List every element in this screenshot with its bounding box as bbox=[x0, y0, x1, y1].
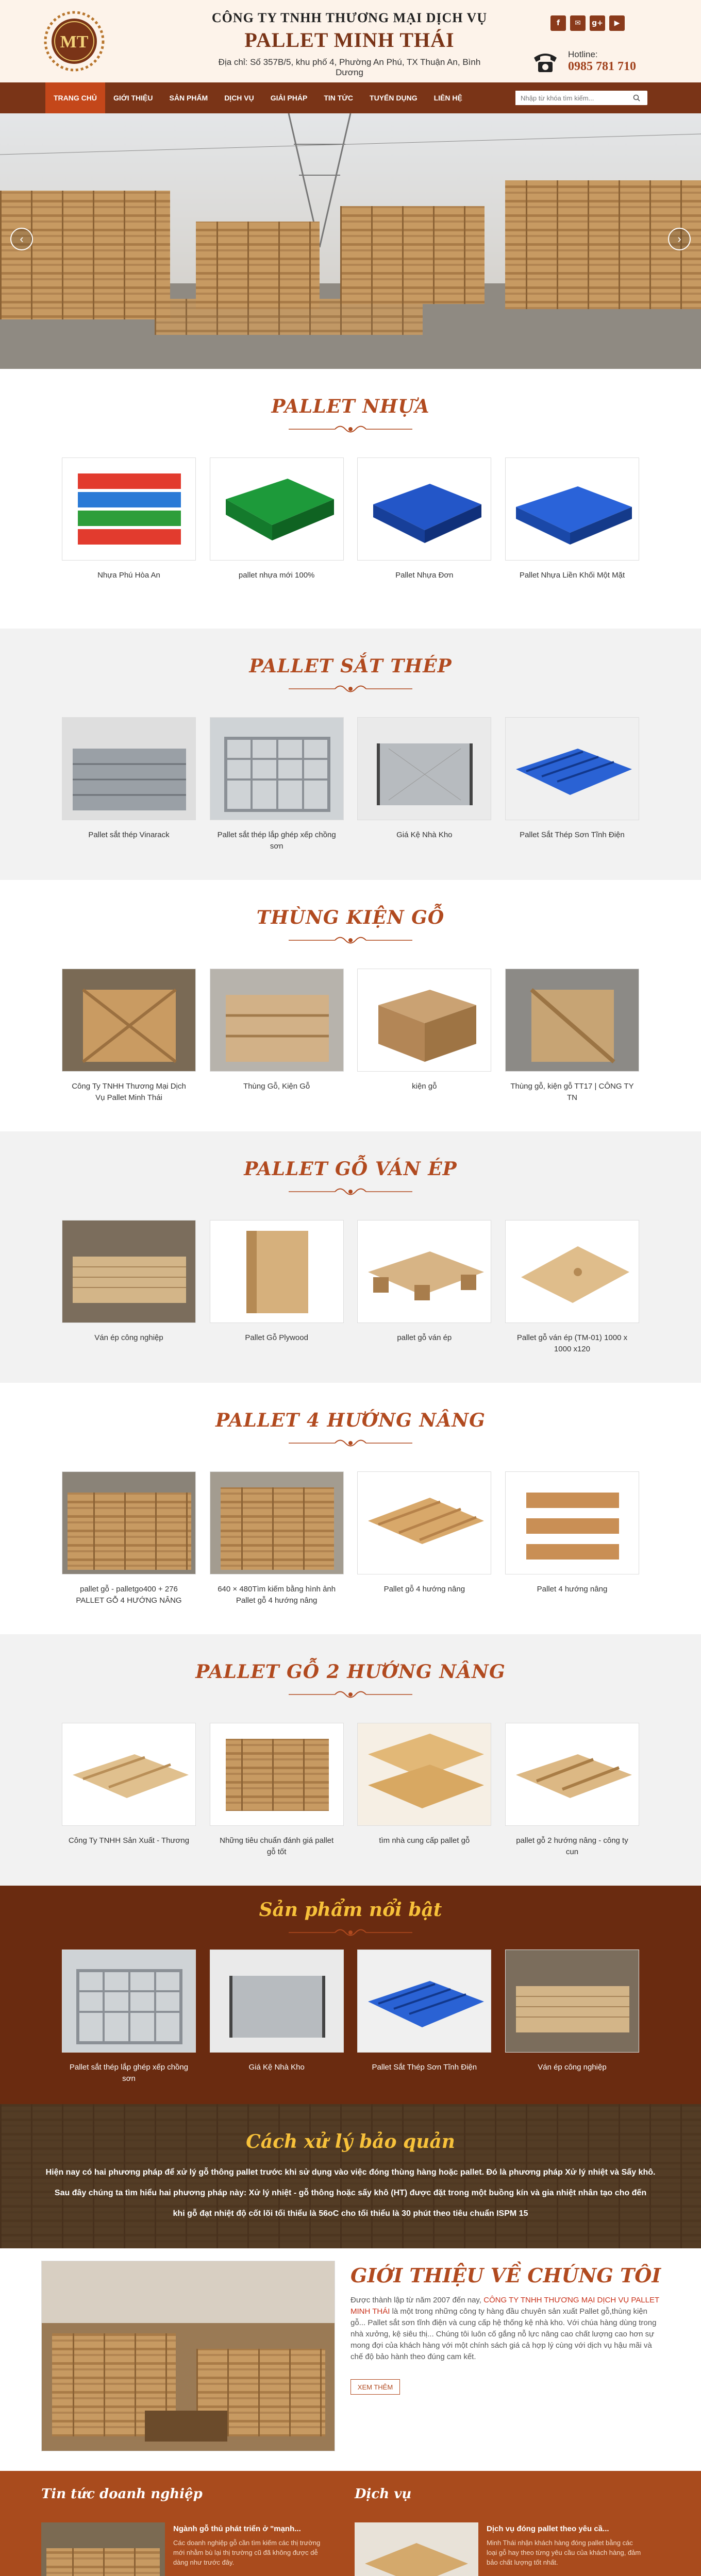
featured-products bbox=[0, 1886, 701, 2104]
product-name[interactable]: Những tiêu chuẩn đánh giá pallet gỗ tốt bbox=[220, 1836, 334, 1856]
product-image bbox=[506, 1723, 639, 1826]
product-image bbox=[358, 1221, 491, 1323]
hotline-number[interactable]: 0985 781 710 bbox=[568, 60, 636, 73]
nav-services[interactable]: DỊCH VỤ bbox=[224, 94, 254, 102]
product-image bbox=[210, 969, 344, 1072]
section-wooden-crate bbox=[0, 880, 701, 1131]
nav-solutions[interactable]: GIẢI PHÁP bbox=[270, 94, 308, 102]
ornament-divider bbox=[289, 934, 412, 947]
product-image bbox=[358, 969, 491, 1072]
product-image bbox=[506, 718, 639, 820]
company-logo[interactable] bbox=[43, 7, 105, 75]
section-title: PALLET GỖ 2 HƯỚNG NÂNG bbox=[195, 1661, 506, 1683]
product-card[interactable] bbox=[357, 717, 491, 852]
product-name[interactable]: Thùng gỗ, kiện gỗ TT17 | CÔNG TY TN bbox=[510, 1082, 634, 1102]
product-name[interactable]: 640 × 480Tìm kiếm bằng hình ảnh Pallet gỗ 4 hướng nâng bbox=[218, 1585, 336, 1605]
service-image bbox=[355, 2522, 478, 2576]
nav-contact[interactable]: LIÊN HỆ bbox=[433, 94, 462, 102]
ornament-divider bbox=[289, 1926, 412, 1939]
service-item-title[interactable]: Dịch vụ đóng pallet theo yêu cầ... bbox=[487, 2524, 609, 2533]
product-name[interactable]: Nhựa Phú Hòa An bbox=[97, 571, 160, 580]
product-image bbox=[62, 1221, 196, 1323]
product-image bbox=[506, 969, 639, 1072]
search-input[interactable] bbox=[515, 91, 629, 105]
product-card[interactable] bbox=[505, 457, 639, 581]
care-text-3: khi gỗ đạt nhiệt độ cốt lõi tối thiểu là 56oC cho tối thiểu là 30 phút theo tiêu chuẩn ISPM 15 bbox=[173, 2209, 528, 2218]
ornament-divider bbox=[289, 1436, 412, 1450]
product-card[interactable] bbox=[210, 1220, 344, 1355]
product-name[interactable]: Pallet sắt thép Vinarack bbox=[88, 831, 170, 839]
product-image bbox=[506, 1472, 639, 1574]
product-name[interactable]: pallet gỗ ván ép bbox=[397, 1333, 452, 1342]
product-name[interactable]: Thùng Gỗ, Kiện Gỗ bbox=[243, 1082, 310, 1091]
about-image bbox=[41, 2261, 335, 2451]
product-card[interactable] bbox=[357, 1723, 491, 1858]
product-image bbox=[506, 1950, 639, 2053]
hotline bbox=[531, 47, 639, 76]
featured-card[interactable] bbox=[505, 1950, 639, 2084]
product-name[interactable]: tìm nhà cung cấp pallet gỗ bbox=[379, 1836, 470, 1845]
brand-block bbox=[210, 10, 489, 78]
product-image bbox=[358, 1950, 491, 2053]
featured-title: Sản phẩm nổi bật bbox=[259, 1899, 442, 1921]
news-column-services bbox=[355, 2486, 643, 2566]
section-title: PALLET NHỰA bbox=[271, 396, 430, 417]
product-image bbox=[210, 1950, 344, 2053]
search-icon[interactable] bbox=[629, 91, 644, 105]
mail-icon[interactable]: ✉ bbox=[570, 15, 586, 31]
product-name[interactable]: Pallet gỗ ván ép (TM-01) 1000 x 1000 x120 bbox=[516, 1333, 628, 1353]
product-name[interactable]: Pallet Gỗ Plywood bbox=[245, 1333, 308, 1342]
section-2way-pallet bbox=[0, 1634, 701, 1886]
product-card[interactable] bbox=[505, 717, 639, 852]
product-image bbox=[62, 1472, 196, 1574]
news-title-business: Tin tức doanh nghiệp bbox=[41, 2486, 203, 2502]
nav-news[interactable]: TIN TỨC bbox=[324, 94, 354, 102]
care-text-1: Hiện nay có hai phương pháp để xử lý gỗ thông pallet trước khi sử dụng vào việc đóng thùng hàng hoặc pallet. Đó là phương pháp Xử lý nhiệt và Sấy khô. bbox=[45, 2168, 656, 2177]
news-item-title[interactable]: Ngành gỗ thủ phát triển ở "mạnh... bbox=[173, 2524, 301, 2533]
section-title: PALLET SẮT THÉP bbox=[249, 655, 452, 677]
product-name[interactable]: Pallet Sắt Thép Sơn Tĩnh Điện bbox=[520, 831, 625, 839]
section-4way-pallet bbox=[0, 1383, 701, 1634]
product-image bbox=[210, 1472, 344, 1574]
news-item[interactable] bbox=[41, 2522, 330, 2576]
care-text-2: Sau đây chúng ta tìm hiểu hai phương pháp này: Xử lý nhiệt - gỗ thông hoặc sấy khô (HT) được đặt trong một buồng kín và gia nhiệt nhân tạo cho đến bbox=[54, 2189, 647, 2197]
search-box bbox=[515, 91, 647, 105]
section-steel-pallet bbox=[0, 629, 701, 880]
product-card[interactable] bbox=[357, 969, 491, 1104]
section-title: PALLET GỖ VÁN ÉP bbox=[244, 1158, 457, 1180]
news-item-desc: Các doanh nghiệp gỗ cần tìm kiếm các thị trường mới nhằm bù lại thị trường cũ đã không được dễ dàng như trước đây. bbox=[173, 2539, 321, 2566]
product-name[interactable]: Ván ép công nghiệp bbox=[94, 1333, 163, 1342]
product-name[interactable]: Ván ép công nghiệp bbox=[538, 2063, 607, 2072]
product-card[interactable] bbox=[210, 1471, 344, 1606]
nav-products[interactable]: SẢN PHẨM bbox=[169, 94, 208, 102]
product-name[interactable]: Công Ty TNHH Sản Xuất - Thương bbox=[68, 1836, 190, 1845]
about-section bbox=[0, 2248, 701, 2471]
hero-slider[interactable] bbox=[0, 113, 701, 369]
news-title-services: Dịch vụ bbox=[355, 2486, 412, 2502]
news-image bbox=[41, 2522, 165, 2576]
about-text bbox=[350, 2295, 660, 2363]
product-name[interactable]: Pallet Sắt Thép Sơn Tĩnh Điện bbox=[372, 2063, 477, 2072]
product-card[interactable] bbox=[505, 1471, 639, 1606]
product-image bbox=[62, 458, 196, 561]
featured-card[interactable] bbox=[62, 1950, 196, 2084]
company-name: PALLET MINH THÁI bbox=[244, 28, 455, 52]
product-image bbox=[358, 458, 491, 561]
product-name[interactable]: Giá Kệ Nhà Kho bbox=[248, 2063, 305, 2072]
product-name[interactable]: pallet nhựa mới 100% bbox=[238, 571, 315, 580]
about-title: GIỚI THIỆU VỀ CHÚNG TÔI bbox=[350, 2264, 661, 2287]
slider-next-button[interactable]: › bbox=[668, 228, 691, 250]
service-item-desc: Minh Thái nhận khách hàng đóng pallet bằng các loại gỗ hay theo từng yêu cầu của khách hàng, đảm bảo chất lượng tốt nhất. bbox=[487, 2539, 641, 2566]
section-title: THÙNG KIỆN GỖ bbox=[256, 907, 445, 928]
ornament-divider bbox=[289, 422, 412, 436]
product-name[interactable]: pallet gỗ - palletgo400 + 276 PALLET GỖ 4 HƯỚNG NÂNG bbox=[76, 1585, 182, 1605]
featured-card[interactable] bbox=[210, 1950, 344, 2084]
product-card[interactable] bbox=[505, 1220, 639, 1355]
product-image bbox=[506, 458, 639, 561]
product-image bbox=[210, 458, 344, 561]
news-section bbox=[0, 2471, 701, 2576]
care-title: Cách xử lý bảo quản bbox=[246, 2131, 455, 2153]
product-name[interactable]: Pallet Nhựa Liền Khối Một Mặt bbox=[519, 571, 625, 580]
slider-prev-button[interactable]: ‹ bbox=[10, 228, 33, 250]
about-more-button[interactable]: XEM THÊM bbox=[350, 2379, 400, 2395]
google-plus-icon[interactable]: g+ bbox=[590, 15, 605, 31]
product-name[interactable]: pallet gỗ 2 hướng nâng - công ty cun bbox=[516, 1836, 628, 1856]
section-plywood-pallet bbox=[0, 1131, 701, 1383]
product-name[interactable]: Pallet sắt thép lắp ghép xếp chồng sơn bbox=[217, 831, 336, 851]
youtube-icon[interactable]: ▶ bbox=[609, 15, 625, 31]
logo-text: MT bbox=[60, 32, 89, 52]
product-name[interactable]: kiện gỗ bbox=[412, 1082, 437, 1091]
about-text-start: Được thành lập từ năm 2007 đến nay, bbox=[350, 2296, 481, 2304]
product-card[interactable] bbox=[210, 969, 344, 1104]
about-company-link[interactable]: CÔNG TY TNHH THƯƠNG MẠI DỊCH VỤ PALLET MINH THÁI bbox=[350, 2296, 659, 2316]
product-image bbox=[210, 1723, 344, 1826]
product-card[interactable] bbox=[505, 1723, 639, 1858]
nav-home[interactable]: TRANG CHỦ bbox=[45, 82, 105, 113]
ornament-divider bbox=[289, 682, 412, 696]
product-image bbox=[62, 718, 196, 820]
news-column-business bbox=[41, 2486, 330, 2566]
phone-icon bbox=[531, 48, 560, 74]
product-image bbox=[358, 1472, 491, 1574]
product-card[interactable] bbox=[62, 1723, 196, 1858]
product-image bbox=[62, 969, 196, 1072]
care-section bbox=[0, 2104, 701, 2248]
product-card[interactable] bbox=[505, 969, 639, 1104]
product-image bbox=[62, 1950, 196, 2053]
product-image bbox=[358, 1723, 491, 1826]
product-card[interactable] bbox=[62, 457, 196, 581]
product-card[interactable] bbox=[357, 457, 491, 581]
product-card[interactable] bbox=[357, 1471, 491, 1606]
product-name[interactable]: Công Ty TNHH Thương Mại Dịch Vụ Pallet Minh Thái bbox=[72, 1082, 186, 1102]
product-card[interactable] bbox=[210, 1723, 344, 1858]
section-title: PALLET 4 HƯỚNG NÂNG bbox=[215, 1410, 486, 1431]
product-name[interactable]: Pallet 4 hướng nâng bbox=[537, 1585, 608, 1594]
product-card[interactable] bbox=[62, 1220, 196, 1355]
product-card[interactable] bbox=[357, 1220, 491, 1355]
product-card[interactable] bbox=[210, 717, 344, 852]
product-card[interactable] bbox=[62, 969, 196, 1104]
nav-about[interactable]: GIỚI THIỆU bbox=[113, 94, 153, 102]
site-header bbox=[0, 0, 701, 82]
about-text-end: là một trong những công ty hàng đầu chuyên sản xuất Pallet gỗ,thùng kiện gỗ... Pallet sắt sơn tĩnh điện và cung cấp hệ thống kệ nhà kho. Với chúa hàng dùng trong nhà xưởng, kệ siêu thị... Chúng tôi luôn cố gắng nỗ lực nâng cao chất lượng cao hơn sự mong đợi của khách hàng với một chính sách giá cả hợp lý cùng với dịch vụ hậu mãi và chế độ bảo hành theo đúng cam kết. bbox=[350, 2307, 657, 2361]
product-image bbox=[210, 1221, 344, 1323]
product-name[interactable]: Giá Kệ Nhà Kho bbox=[396, 831, 453, 839]
product-card[interactable] bbox=[62, 717, 196, 852]
product-name[interactable]: Pallet sắt thép lắp ghép xếp chồng sơn bbox=[69, 2063, 189, 2083]
product-name[interactable]: Pallet Nhựa Đơn bbox=[395, 571, 454, 580]
product-name[interactable]: Pallet gỗ 4 hướng nâng bbox=[383, 1585, 465, 1594]
ornament-divider bbox=[289, 1688, 412, 1701]
ornament-divider bbox=[289, 1185, 412, 1198]
company-line: CÔNG TY TNHH THƯƠNG MẠI DỊCH VỤ bbox=[211, 10, 488, 25]
header-socials bbox=[550, 15, 625, 31]
product-image bbox=[62, 1723, 196, 1826]
hero-image bbox=[0, 113, 701, 369]
product-image bbox=[358, 718, 491, 820]
product-card[interactable] bbox=[62, 1471, 196, 1606]
product-image bbox=[210, 718, 344, 820]
service-item[interactable] bbox=[355, 2522, 643, 2576]
facebook-icon[interactable]: f bbox=[550, 15, 566, 31]
nav-careers[interactable]: TUYỂN DỤNG bbox=[370, 94, 418, 102]
main-nav bbox=[0, 82, 701, 113]
company-address: Địa chỉ: Số 357B/5, khu phố 4, Phường An Phú, TX Thuận An, Bình Dương bbox=[218, 57, 481, 77]
product-image bbox=[506, 1221, 639, 1323]
section-plastic-pallet bbox=[0, 369, 701, 629]
featured-card[interactable] bbox=[357, 1950, 491, 2084]
product-card[interactable] bbox=[210, 457, 344, 581]
hotline-label: Hotline: bbox=[568, 49, 598, 59]
